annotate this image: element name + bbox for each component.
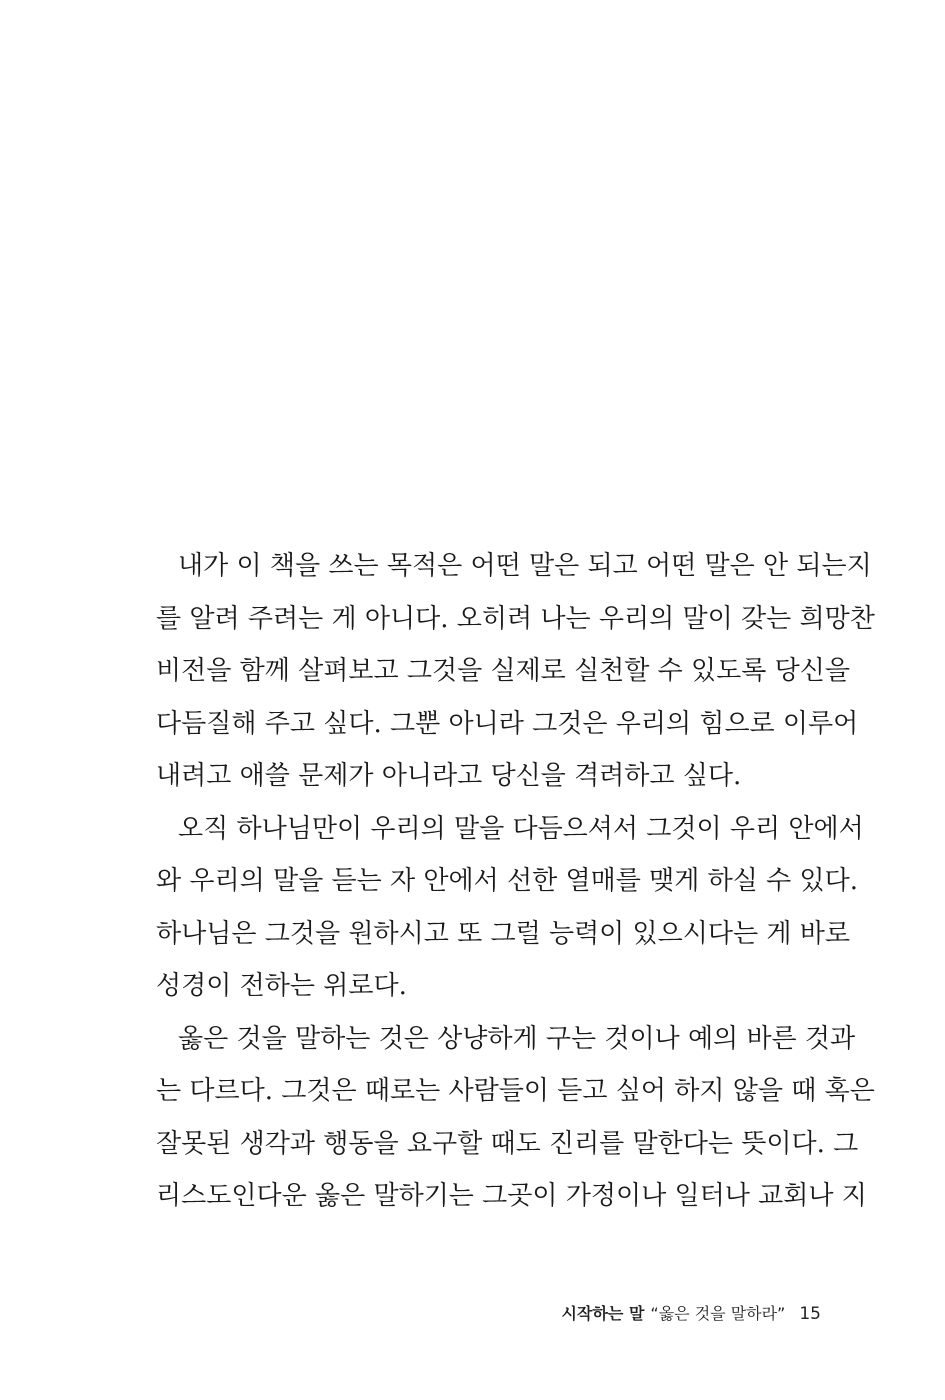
chapter-title: “옳은 것을 말하라” bbox=[650, 1304, 786, 1323]
text-line: 와 우리의 말을 듣는 자 안에서 선한 열매를 맺게 하실 수 있다. bbox=[156, 866, 858, 896]
chapter-label: 시작하는 말 bbox=[561, 1304, 645, 1323]
text-line: 내가 이 책을 쓰는 목적은 어떤 말은 되고 어떤 말은 안 되는지 bbox=[178, 551, 872, 581]
text-line: 리스도인다운 옳은 말하기는 그곳이 가정이나 일터나 교회나 지 bbox=[156, 1181, 867, 1211]
text-line: 내려고 애쓸 문제가 아니라고 당신을 격려하고 싶다. bbox=[156, 761, 742, 791]
running-footer bbox=[562, 1302, 821, 1326]
text-line: 다듬질해 주고 싶다. 그뿐 아니라 그것은 우리의 힘으로 이루어 bbox=[156, 708, 859, 739]
paragraph-3 bbox=[156, 1013, 875, 1223]
paragraph-2 bbox=[156, 803, 864, 1013]
text-line: 하나님은 그것을 원하시고 또 그럴 능력이 있으시다는 게 바로 bbox=[156, 918, 851, 949]
body-text bbox=[156, 540, 875, 1223]
text-line: 비전을 함께 살펴보고 그것을 실제로 실천할 수 있도록 당신을 bbox=[156, 656, 851, 686]
text-line: 잘못된 생각과 행동을 요구할 때도 진리를 말한다는 뜻이다. 그 bbox=[156, 1128, 859, 1159]
text-line: 는 다르다. 그것은 때로는 사람들이 듣고 싶어 하지 않을 때 혹은 bbox=[156, 1076, 875, 1106]
text-line: 옳은 것을 말하는 것은 상냥하게 구는 것이나 예의 바른 것과 bbox=[178, 1023, 856, 1054]
page-number: 15 bbox=[799, 1304, 821, 1324]
text-line: 오직 하나님만이 우리의 말을 다듬으셔서 그것이 우리 안에서 bbox=[178, 813, 864, 844]
paragraph-1 bbox=[156, 540, 875, 803]
text-line: 성경이 전하는 위로다. bbox=[156, 971, 407, 1001]
text-line: 를 알려 주려는 게 아니다. 오히려 나는 우리의 말이 갖는 희망찬 bbox=[156, 603, 875, 634]
